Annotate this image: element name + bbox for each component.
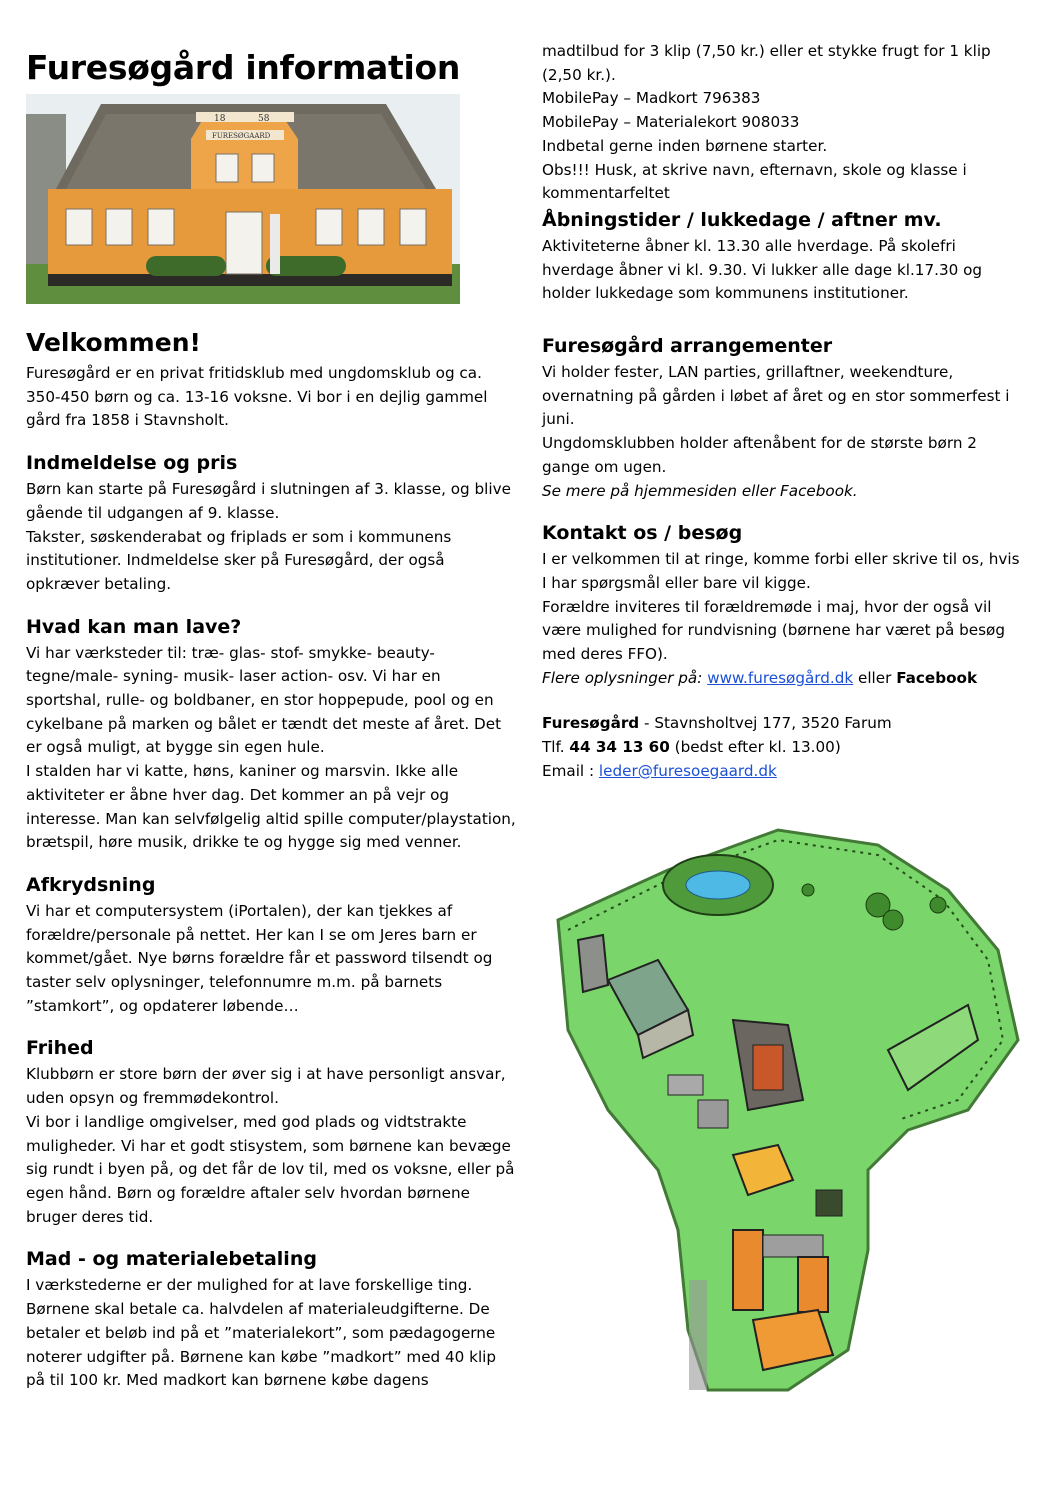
website-link[interactable]: www.furesøgård.dk: [707, 668, 854, 687]
payment-continued: [542, 40, 1022, 206]
mobilepay-material: MobilePay – Materialekort 908033: [542, 113, 800, 132]
address-line: [542, 712, 1022, 736]
section-events: [542, 334, 1022, 503]
section-payment: [26, 1247, 516, 1393]
section-freedom: [26, 1036, 516, 1229]
phone-note: (bedst efter kl. 13.00): [674, 738, 841, 757]
section-text: Se mere på hjemmesiden eller Facebook.: [542, 481, 858, 500]
section-heading: Afkrydsning: [26, 873, 156, 896]
welcome-text: Furesøgård er en privat fritidsklub med ungdomsklub og ca. 350-450 børn og ca. 13-16 voksne. Vi bor i en dejlig gammel gård fra 1858 i Stavnsholt.: [26, 364, 488, 430]
email-line: [542, 760, 1022, 784]
email-label: Email :: [542, 761, 595, 780]
section-text: Børn kan starte på Furesøgård i slutningen af 3. klasse, og blive gående til udgangen af 9. klasse.: [26, 480, 511, 522]
payment-text: madtilbud for 3 klip (7,50 kr.) eller et stykke frugt for 1 klip (2,50 kr.).: [542, 42, 991, 84]
section-heading: Åbningstider / lukkedage / aftner mv.: [542, 208, 942, 231]
facebook-text: Facebook: [896, 668, 978, 687]
page-title: Furesøgård information: [26, 48, 461, 87]
club-address: - Stavnsholtvej 177, 3520 Farum: [644, 714, 892, 733]
section-hours: [542, 208, 1022, 306]
section-contact: [542, 521, 1022, 783]
club-name: Furesøgård: [542, 714, 640, 733]
more-info-line: [542, 667, 1022, 691]
section-text: I er velkommen til at ringe, komme forbi eller skrive til os, hvis I har spørgsmål eller bare vil kigge.: [542, 550, 1020, 592]
section-text: I stalden har vi katte, høns, kaniner og marsvin. Ikke alle aktiviteter er åbne hver dag. Det kommer an på vejr og interesse. Man kan selvfølgelig altid spille computer/playstation, brætspil, høre musik, drikke te og hygge sig med venner.: [26, 762, 516, 852]
site-map-drawing: [548, 810, 1026, 1400]
phone-line: [542, 736, 1022, 760]
section-activities: [26, 615, 516, 855]
payment-note: Indbetal gerne inden børnene starter.: [542, 136, 828, 155]
or-text: eller: [857, 668, 892, 687]
sign-year-right: 58: [258, 114, 270, 124]
section-heading: Furesøgård arrangementer: [542, 335, 833, 358]
section-text: Takster, søskenderabat og friplads er som i kommunens institutioner. Indmeldelse sker på Furesøgård, der også opkræver betaling.: [26, 527, 452, 593]
section-text: Forældre inviteres til forældremøde i maj, hvor der også vil være mulighed for rundvisning (børnene har været på besøg med deres FFO).: [542, 597, 1005, 664]
section-text: Aktiviteterne åbner kl. 13.30 alle hverdage. På skolefri hverdage åbner vi kl. 9.30. Vi lukker alle dage kl.17.30 og holder lukkedage som kommunens institutioner.: [542, 236, 983, 303]
payment-reminder: Obs!!! Husk, at skrive navn, efternavn, skole og klasse i kommentarfeltet: [542, 160, 967, 203]
email-link[interactable]: leder@furesoegaard.dk: [598, 761, 777, 780]
more-info-label: Flere oplysninger på:: [542, 668, 703, 687]
section-heading: Kontakt os / besøg: [542, 522, 743, 545]
section-text: Vi holder fester, LAN parties, grillaftner, weekendture, overnatning på gården i løbet af året og en stor sommerfest i juni.: [542, 363, 1010, 429]
section-text: Vi har værksteder til: træ- glas- stof- smykke- beauty- tegne/male- syning- musik- laser action- osv. Vi har en sportshal, rulle- og boldbaner, en stor hoppepude, pool og en cykelbane på marken og bålet er tændt det meste af året. Det er også muligt, at bygge sin egen hule.: [26, 643, 502, 757]
section-enrollment: [26, 451, 516, 597]
section-text: Klubbørn er store børn der øver sig i at have personligt ansvar, uden opsyn og fremmødekontrol.: [26, 1065, 506, 1108]
mobilepay-food: MobilePay – Madkort 796383: [542, 89, 761, 108]
sign-name: FURESØGAARD: [212, 132, 271, 140]
left-column: [26, 40, 516, 1393]
welcome-heading: Velkommen!: [26, 328, 201, 357]
section-text: Ungdomsklubben holder aftenåbent for de største børn 2 gange om ugen.: [542, 434, 977, 476]
section-text: Vi bor i landlige omgivelser, med god plads og vidtstrakte muligheder. Vi har et godt stisystem, som børnene kan bevæge sig rundt i byen på, og det får de lov til, med os voksne, eller på egen hånd. Børn og forældre aftaler selv hvordan børnene bruger deres tid.: [26, 1112, 515, 1226]
right-column: [542, 40, 1022, 784]
section-text: Vi har et computersystem (iPortalen), der kan tjekkes af forældre/personale på nettet. Her kan I se om Jeres barn er kommet/gået. Nye børns forældre får et password tilsendt og taster selv oplysninger, telefonnumre m.m. på barnets ”stamkort”, og opdaterer løbende…: [26, 901, 493, 1015]
section-heading: Hvad kan man lave?: [26, 615, 242, 638]
sign-year-left: 18: [214, 114, 226, 124]
farmhouse-photo: [26, 94, 460, 304]
phone-number: 44 34 13 60: [569, 738, 670, 757]
section-checkin: [26, 873, 516, 1019]
section-heading: Frihed: [26, 1037, 94, 1060]
phone-label: Tlf.: [542, 738, 565, 757]
section-heading: Indmeldelse og pris: [26, 452, 238, 475]
section-heading: Mad - og materialebetaling: [26, 1248, 317, 1271]
section-text: I værkstederne er der mulighed for at lave forskellige ting. Børnene skal betale ca. halvdelen af materialeudgifterne. De betaler et beløb ind på et ”materialekort”, som pædagogerne noterer udgifter på. Børnene kan købe ”madkort” med 40 klip på til 100 kr. Med madkort kan børnene købe dagens: [26, 1276, 497, 1390]
